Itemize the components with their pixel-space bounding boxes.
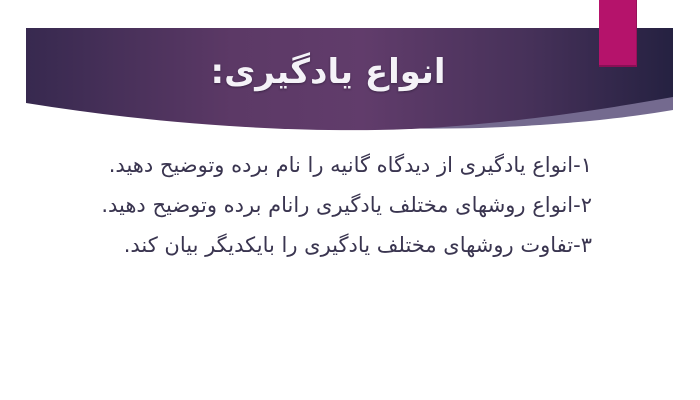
question-item-1: ۱-انواع یادگیری از دیدگاه گانیه را نام برده وتوضیح دهید. (108, 153, 592, 177)
question-item-2: ۲-انواع روشهای مختلف یادگیری رانام برده وتوضیح دهید. (101, 193, 592, 217)
question-item-3: ۳-تفاوت روشهای مختلف یادگیری را بایکدیگر بیان کند. (123, 233, 592, 257)
question-list (60, 145, 592, 265)
slide-title: انواع یادگیری: (210, 52, 446, 92)
